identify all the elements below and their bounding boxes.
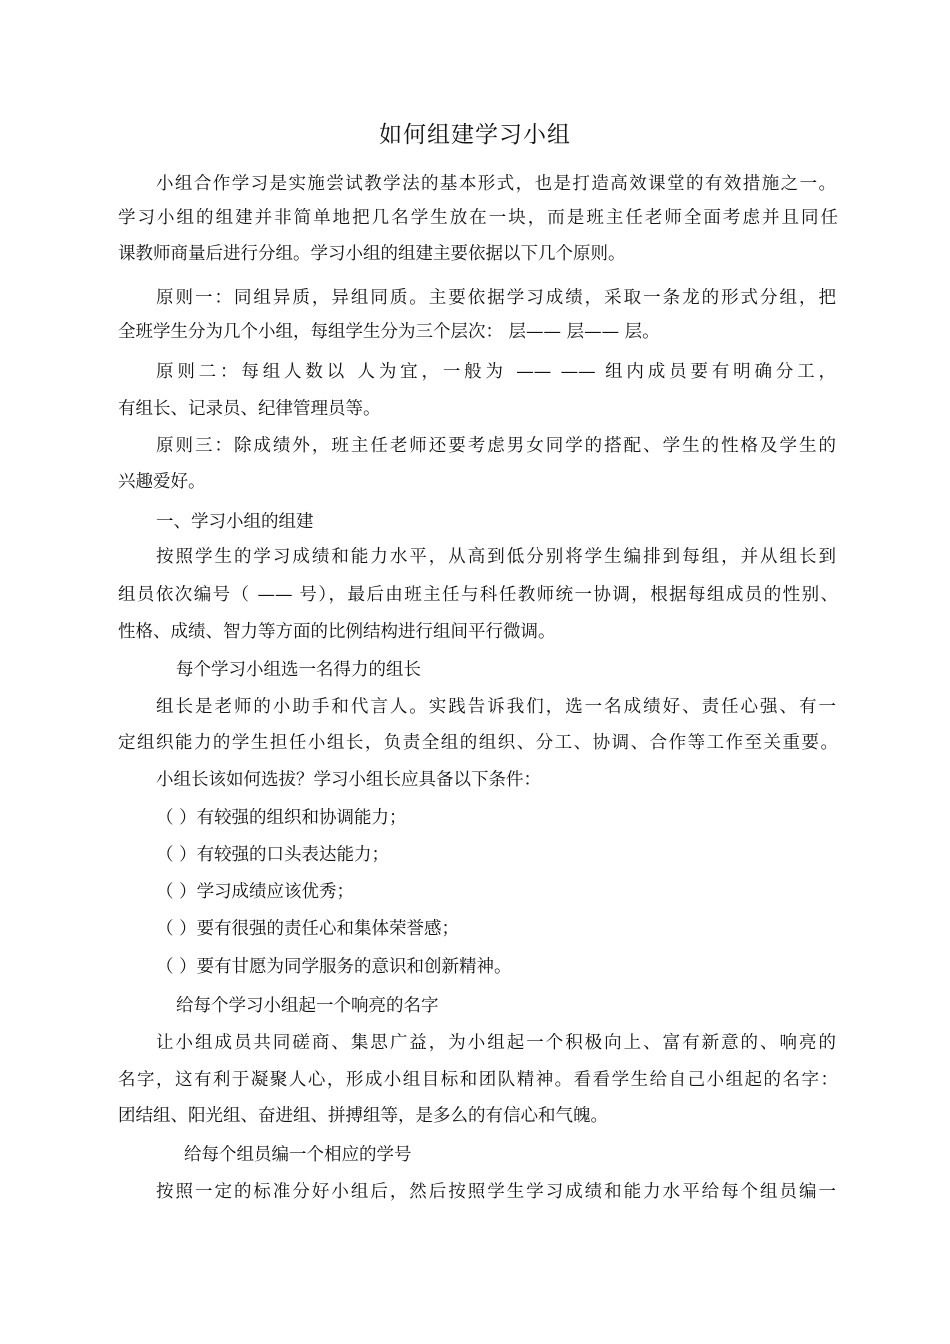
section-heading: 一、学习小组的组建 [156,512,314,532]
list-item: （ ）学习成绩应该优秀； [156,882,355,902]
subheading: 给每个学习小组起一个响亮的名字 [176,996,439,1016]
subheading: 给每个组员编一个相应的学号 [184,1145,412,1165]
paragraph-line: 团结组、阳光组、奋进组、拼搏组等，是多么的有信心和气魄。 [118,1106,608,1126]
paragraph-line: 全班学生分为几个小组，每组学生分为三个层次： 层—— 层—— 层。 [118,322,660,342]
paragraph-line: 组长是老师的小助手和代言人。实践告诉我们，选一名成绩好、责任心强、有一 [156,697,836,717]
paragraph-line: 学习小组的组建并非简单地把几名学生放在一块，而是班主任老师全面考虑并且同任 [118,208,838,228]
paragraph-line: 组员依次编号（ —— 号），最后由班主任与科任教师统一协调，根据每组成员的性别、 [118,585,838,605]
paragraph-line: 兴趣爱好。 [118,472,206,492]
paragraph-line: 小组长该如何选拔？学习小组长应具备以下条件： [156,770,541,790]
paragraph-line: 让小组成员共同磋商、集思广益，为小组起一个积极向上、富有新意的、响亮的 [156,1033,836,1053]
paragraph-line: 有组长、记录员、纪律管理员等。 [118,399,381,419]
list-item: （ ）要有甘愿为同学服务的意识和创新精神。 [156,957,512,977]
paragraph-line: 原则三：除成绩外，班主任老师还要考虑男女同学的搭配、学生的性格及学生的 [156,436,836,456]
list-item: （ ）有较强的组织和协调能力； [156,808,407,828]
paragraph-line: 性格、成绩、智力等方面的比例结构进行组间平行微调。 [118,622,556,642]
document-title: 如何组建学习小组 [379,122,571,148]
list-item: （ ）要有很强的责任心和集体荣誉感； [156,919,460,939]
paragraph-line: 课教师商量后进行分组。学习小组的组建主要依据以下几个原则。 [118,244,626,264]
subheading: 每个学习小组选一名得力的组长 [176,660,421,680]
paragraph-line: 小组合作学习是实施尝试教学法的基本形式，也是打造高效课堂的有效措施之一。 [156,174,836,194]
paragraph-line: 定组织能力的学生担任小组长，负责全组的组织、分工、协调、合作等工作至关重要。 [118,733,838,753]
list-item: （ ）有较强的口头表达能力； [156,845,390,865]
paragraph-line: 原则二：每组人数以 人为宜，一般为 —— —— 组内成员要有明确分工， [156,362,836,382]
paragraph-line: 名字，这有利于凝聚人心，形成小组目标和团队精神。看看学生给自己小组起的名字： [118,1070,838,1090]
paragraph-line: 按照一定的标准分好小组后，然后按照学生学习成绩和能力水平给每个组员编一 [156,1182,836,1202]
paragraph-line: 按照学生的学习成绩和能力水平，从高到低分别将学生编排到每组，并从组长到 [156,547,836,567]
paragraph-line: 原则一：同组异质，异组同质。主要依据学习成绩，采取一条龙的形式分组，把 [156,288,836,308]
